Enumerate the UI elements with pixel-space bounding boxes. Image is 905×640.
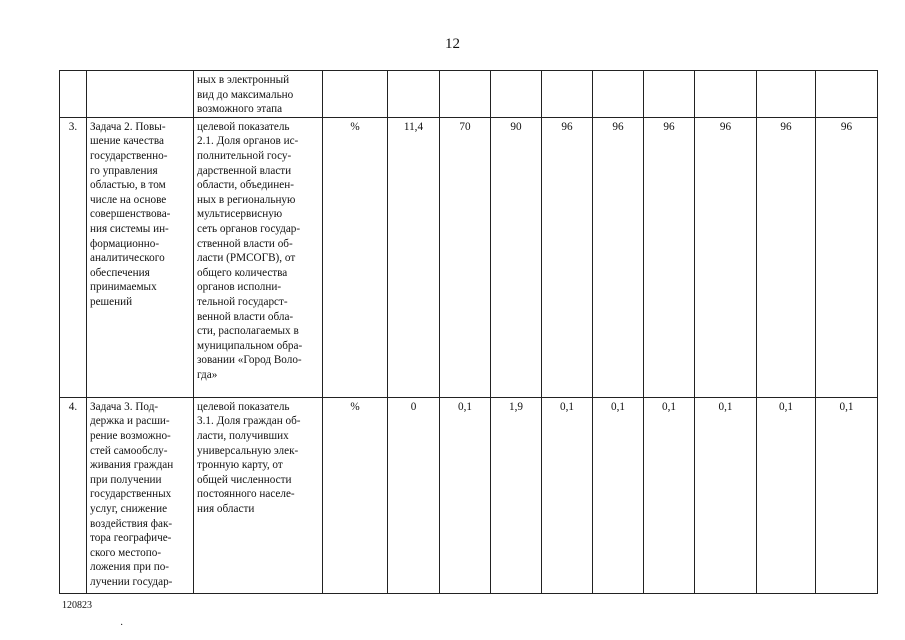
indicator-line: целевой показатель — [197, 400, 290, 413]
indicator-line: дарственной власти — [197, 164, 292, 177]
task-line: обеспечения — [90, 266, 150, 279]
indicator-line: зовании «Город Воло- — [197, 354, 302, 367]
indicator-line: ласти, получивших — [197, 429, 289, 442]
page-number: 12 — [445, 36, 460, 52]
indicator-line: органов исполни- — [197, 281, 282, 294]
indicator-line: полнительной госу- — [197, 149, 292, 162]
task-cell — [87, 397, 194, 593]
indicator-line: общей численности — [197, 473, 292, 486]
row-number: 4. — [60, 397, 87, 593]
indicator-line: муниципальном обра- — [197, 339, 303, 352]
task-line: живания граждан — [90, 459, 174, 472]
value-cell: 1,9 — [491, 397, 542, 593]
indicator-line: целевой показатель — [197, 120, 290, 133]
indicator-cell — [194, 397, 323, 593]
value-cell — [816, 71, 878, 118]
indicator-line: вид до максимально — [197, 88, 294, 101]
task-line: областью, в том — [90, 179, 166, 192]
indicator-line: гда» — [197, 368, 218, 381]
indicator-line: универсальную элек- — [197, 444, 299, 457]
indicator-line: сти, располагаемых в — [197, 325, 299, 338]
row-number — [60, 71, 87, 118]
value-cell: 0,1 — [757, 397, 816, 593]
task-line: ния системы ин- — [90, 222, 169, 235]
task-line: аналитического — [90, 252, 165, 265]
task-line: рение возможно- — [90, 429, 171, 442]
task-line: принимаемых — [90, 281, 157, 294]
indicator-line: сеть органов государ- — [197, 222, 301, 235]
value-cell — [440, 71, 491, 118]
task-line: числе на основе — [90, 193, 167, 206]
task-line: государственных — [90, 488, 172, 501]
value-cell — [644, 71, 695, 118]
indicator-cell — [194, 71, 323, 118]
value-cell — [491, 71, 542, 118]
task-line: стей самообслу- — [90, 444, 168, 457]
task-line: государственно- — [90, 149, 168, 162]
indicator-line: ственной власти об- — [197, 237, 293, 250]
document-code: 120823 — [62, 600, 92, 611]
indicators-table — [59, 70, 878, 594]
value-cell: 96 — [593, 117, 644, 397]
value-cell: 0,1 — [816, 397, 878, 593]
task-line: тора географиче- — [90, 532, 172, 545]
indicator-line: ных в региональную — [197, 193, 296, 206]
value-cell — [388, 71, 440, 118]
indicator-cell — [194, 117, 323, 397]
value-cell: 0,1 — [593, 397, 644, 593]
unit-cell: % — [323, 117, 388, 397]
task-cell — [87, 117, 194, 397]
task-line: держка и расши- — [90, 415, 170, 428]
task-line: услуг, снижение — [90, 502, 168, 515]
indicator-line: 2.1. Доля органов ис- — [197, 135, 299, 148]
value-cell: 0 — [388, 397, 440, 593]
value-cell: 11,4 — [388, 117, 440, 397]
indicator-line: ных в электронный — [197, 74, 290, 86]
indicator-line: ния области — [197, 502, 255, 515]
row-number: 3. — [60, 117, 87, 397]
value-cell — [757, 71, 816, 118]
task-line: при получении — [90, 473, 162, 486]
value-cell: 96 — [816, 117, 878, 397]
value-cell: 70 — [440, 117, 491, 397]
indicator-line: ласти (РМСОГВ), от — [197, 252, 296, 265]
unit-cell: % — [323, 397, 388, 593]
task-line: шение качества — [90, 135, 164, 148]
indicator-line: области, объединен- — [197, 179, 294, 192]
task-line: совершенствова- — [90, 208, 171, 221]
value-cell: 96 — [644, 117, 695, 397]
task-line: ского местопо- — [90, 546, 162, 559]
indicator-line: возможного этапа — [197, 103, 283, 116]
task-line: формационно- — [90, 237, 160, 250]
task-line: ложения при по- — [90, 561, 170, 574]
indicator-line: тельной государст- — [197, 295, 288, 308]
task-cell — [87, 71, 194, 118]
value-cell: 0,1 — [440, 397, 491, 593]
unit-cell — [323, 71, 388, 118]
value-cell: 96 — [757, 117, 816, 397]
task-line: воздействия фак- — [90, 517, 173, 530]
task-line: Задача 3. Под- — [90, 400, 159, 413]
value-cell: 0,1 — [542, 397, 593, 593]
task-line: решений — [90, 295, 133, 308]
value-cell: 0,1 — [644, 397, 695, 593]
table-row — [60, 117, 878, 397]
indicator-line: венной власти обла- — [197, 310, 294, 323]
indicator-line: общего количества — [197, 266, 288, 279]
value-cell — [695, 71, 757, 118]
value-cell: 96 — [695, 117, 757, 397]
indicator-line: тронную карту, от — [197, 459, 283, 472]
indicator-line: 3.1. Доля граждан об- — [197, 415, 301, 428]
value-cell: 90 — [491, 117, 542, 397]
task-line: лучении государ- — [90, 575, 173, 588]
task-line: го управления — [90, 164, 158, 177]
indicator-line: постоянного населе- — [197, 488, 295, 501]
indicator-line: мультисервисную — [197, 208, 283, 221]
value-cell: 96 — [542, 117, 593, 397]
value-cell: 0,1 — [695, 397, 757, 593]
task-line: Задача 2. Повы- — [90, 120, 166, 133]
value-cell — [593, 71, 644, 118]
table-row — [60, 397, 878, 593]
value-cell — [542, 71, 593, 118]
table-row — [60, 71, 878, 118]
scan-mark: · — [120, 620, 124, 631]
